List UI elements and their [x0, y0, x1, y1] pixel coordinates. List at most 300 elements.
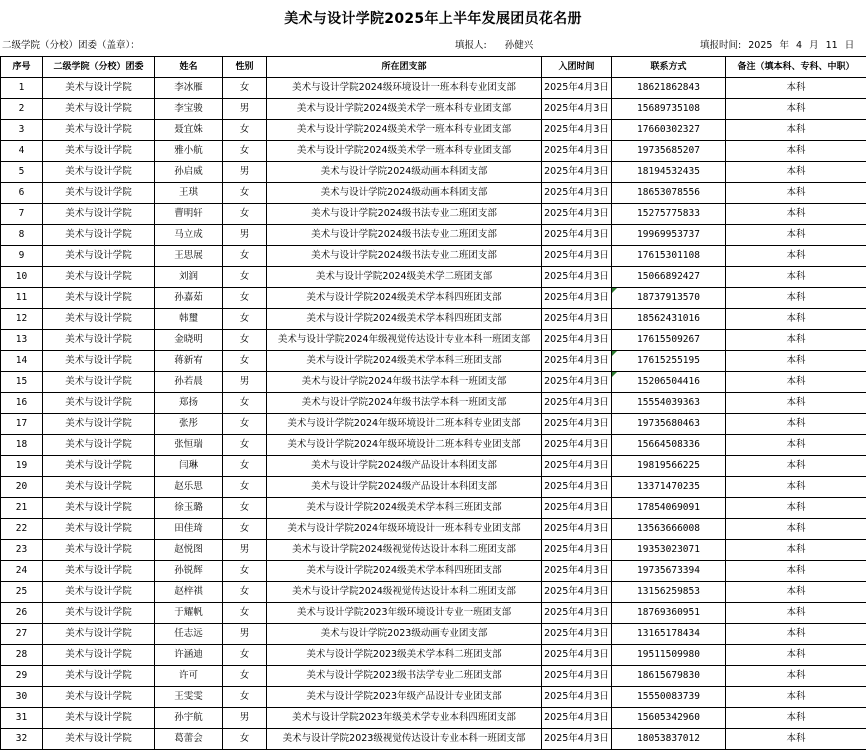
- cell-college: 美术与设计学院: [43, 204, 155, 225]
- cell-remark: 本科: [726, 666, 866, 687]
- cell-index: 5: [1, 162, 43, 183]
- cell-name: 赵悦图: [155, 540, 223, 561]
- cell-branch: 美术与设计学院2024级美术学本科三班团支部: [267, 498, 542, 519]
- table-row: [1, 708, 866, 729]
- cell-join-date: 2025年4月3日: [542, 708, 612, 729]
- cell-remark: 本科: [726, 687, 866, 708]
- month-label: 月: [809, 40, 819, 51]
- cell-college: 美术与设计学院: [43, 624, 155, 645]
- cell-join-date: 2025年4月3日: [542, 204, 612, 225]
- cell-index: 25: [1, 582, 43, 603]
- cell-phone: 18653078556: [612, 183, 726, 204]
- cell-branch: 美术与设计学院2024年级环境设计一班本科专业团支部: [267, 519, 542, 540]
- cell-branch: 美术与设计学院2023年级产品设计专业团支部: [267, 687, 542, 708]
- cell-remark: 本科: [726, 99, 866, 120]
- cell-college: 美术与设计学院: [43, 267, 155, 288]
- cell-branch: 美术与设计学院2024级美术学一班本科专业团支部: [267, 120, 542, 141]
- cell-remark: 本科: [726, 708, 866, 729]
- cell-join-date: 2025年4月3日: [542, 456, 612, 477]
- cell-phone: 15554039363: [612, 393, 726, 414]
- cell-index: 29: [1, 666, 43, 687]
- table-row: [1, 162, 866, 183]
- cell-branch: 美术与设计学院2024级美术学一班本科专业团支部: [267, 99, 542, 120]
- col-header: 备注（填本科、专科、中职）: [726, 57, 866, 78]
- table-row: [1, 372, 866, 393]
- cell-branch: 美术与设计学院2024级产品设计本科团支部: [267, 477, 542, 498]
- cell-phone: 13371470235: [612, 477, 726, 498]
- cell-college: 美术与设计学院: [43, 561, 155, 582]
- cell-gender: 男: [223, 99, 267, 120]
- cell-index: 11: [1, 288, 43, 309]
- cell-remark: 本科: [726, 162, 866, 183]
- table-row: [1, 603, 866, 624]
- cell-college: 美术与设计学院: [43, 582, 155, 603]
- cell-college: 美术与设计学院: [43, 414, 155, 435]
- cell-branch: 美术与设计学院2024级视觉传达设计本科二班团支部: [267, 582, 542, 603]
- table-row: [1, 309, 866, 330]
- cell-name: 葛蕾会: [155, 729, 223, 750]
- cell-index: 13: [1, 330, 43, 351]
- table-row: [1, 225, 866, 246]
- table-row: [1, 351, 866, 372]
- cell-remark: 本科: [726, 351, 866, 372]
- cell-gender: 女: [223, 729, 267, 750]
- cell-index: 10: [1, 267, 43, 288]
- cell-remark: 本科: [726, 540, 866, 561]
- cell-branch: 美术与设计学院2023级美术学本科二班团支部: [267, 645, 542, 666]
- date-month: 4: [796, 40, 802, 51]
- cell-join-date: 2025年4月3日: [542, 120, 612, 141]
- cell-college: 美术与设计学院: [43, 456, 155, 477]
- cell-gender: 男: [223, 225, 267, 246]
- cell-join-date: 2025年4月3日: [542, 225, 612, 246]
- cell-remark: 本科: [726, 456, 866, 477]
- cell-index: 16: [1, 393, 43, 414]
- table-row: [1, 456, 866, 477]
- cell-phone: 18562431016: [612, 309, 726, 330]
- cell-gender: 女: [223, 204, 267, 225]
- table-row: [1, 435, 866, 456]
- cell-college: 美术与设计学院: [43, 288, 155, 309]
- cell-index: 2: [1, 99, 43, 120]
- cell-college: 美术与设计学院: [43, 435, 155, 456]
- cell-index: 12: [1, 309, 43, 330]
- cell-name: 金晓明: [155, 330, 223, 351]
- cell-index: 14: [1, 351, 43, 372]
- cell-gender: 女: [223, 519, 267, 540]
- cell-index: 23: [1, 540, 43, 561]
- cell-name: 张彤: [155, 414, 223, 435]
- cell-index: 19: [1, 456, 43, 477]
- cell-phone: 19511509980: [612, 645, 726, 666]
- table-row: [1, 414, 866, 435]
- cell-index: 28: [1, 645, 43, 666]
- table-row: [1, 288, 866, 309]
- cell-college: 美术与设计学院: [43, 351, 155, 372]
- cell-name: 孙锐辉: [155, 561, 223, 582]
- cell-remark: 本科: [726, 330, 866, 351]
- cell-index: 32: [1, 729, 43, 750]
- col-header: 序号: [1, 57, 43, 78]
- cell-phone: 18053837012: [612, 729, 726, 750]
- cell-join-date: 2025年4月3日: [542, 309, 612, 330]
- cell-index: 17: [1, 414, 43, 435]
- cell-gender: 女: [223, 498, 267, 519]
- cell-college: 美术与设计学院: [43, 120, 155, 141]
- col-header: 姓名: [155, 57, 223, 78]
- cell-gender: 女: [223, 435, 267, 456]
- cell-branch: 美术与设计学院2024级产品设计本科团支部: [267, 456, 542, 477]
- cell-join-date: 2025年4月3日: [542, 603, 612, 624]
- cell-remark: 本科: [726, 183, 866, 204]
- cell-college: 美术与设计学院: [43, 141, 155, 162]
- cell-join-date: 2025年4月3日: [542, 624, 612, 645]
- cell-phone: 15206504416: [612, 372, 726, 393]
- cell-name: 王琪: [155, 183, 223, 204]
- year-label: 年: [779, 40, 789, 51]
- cell-gender: 女: [223, 246, 267, 267]
- cell-name: 于耀帆: [155, 603, 223, 624]
- cell-gender: 女: [223, 645, 267, 666]
- cell-phone: 13165178434: [612, 624, 726, 645]
- cell-index: 9: [1, 246, 43, 267]
- cell-college: 美术与设计学院: [43, 498, 155, 519]
- cell-name: 闫琳: [155, 456, 223, 477]
- cell-gender: 女: [223, 393, 267, 414]
- cell-gender: 男: [223, 162, 267, 183]
- cell-index: 20: [1, 477, 43, 498]
- unit-stamp-label: 二级学院（分校）团委（盖章）：: [2, 38, 140, 54]
- cell-gender: 女: [223, 477, 267, 498]
- cell-branch: 美术与设计学院2023级动画专业团支部: [267, 624, 542, 645]
- cell-branch: 美术与设计学院2024级美术学本科四班团支部: [267, 561, 542, 582]
- cell-index: 4: [1, 141, 43, 162]
- cell-phone: 17615509267: [612, 330, 726, 351]
- cell-join-date: 2025年4月3日: [542, 372, 612, 393]
- cell-branch: 美术与设计学院2024级书法专业二班团支部: [267, 246, 542, 267]
- cell-branch: 美术与设计学院2024年级环境设计二班本科专业团支部: [267, 414, 542, 435]
- cell-name: 马立成: [155, 225, 223, 246]
- cell-name: 王雯雯: [155, 687, 223, 708]
- cell-name: 孙若晨: [155, 372, 223, 393]
- cell-phone: 15066892427: [612, 267, 726, 288]
- cell-gender: 女: [223, 351, 267, 372]
- cell-name: 赵梓祺: [155, 582, 223, 603]
- cell-join-date: 2025年4月3日: [542, 519, 612, 540]
- cell-remark: 本科: [726, 393, 866, 414]
- table-row: [1, 729, 866, 750]
- cell-name: 许可: [155, 666, 223, 687]
- cell-phone: 19969953737: [612, 225, 726, 246]
- cell-gender: 女: [223, 687, 267, 708]
- cell-name: 蒋新宥: [155, 351, 223, 372]
- cell-phone: 15275775833: [612, 204, 726, 225]
- col-header: 联系方式: [612, 57, 726, 78]
- cell-join-date: 2025年4月3日: [542, 246, 612, 267]
- cell-branch: 美术与设计学院2024级书法专业二班团支部: [267, 204, 542, 225]
- cell-branch: 美术与设计学院2024级美术学本科三班团支部: [267, 351, 542, 372]
- cell-college: 美术与设计学院: [43, 540, 155, 561]
- date-label: 填报时间:: [700, 40, 741, 51]
- cell-college: 美术与设计学院: [43, 393, 155, 414]
- cell-phone: 19735680463: [612, 414, 726, 435]
- cell-gender: 女: [223, 309, 267, 330]
- header-row: [1, 57, 866, 78]
- cell-name: 王思展: [155, 246, 223, 267]
- cell-remark: 本科: [726, 267, 866, 288]
- cell-name: 张恒瑞: [155, 435, 223, 456]
- cell-gender: 女: [223, 603, 267, 624]
- cell-join-date: 2025年4月3日: [542, 729, 612, 750]
- cell-index: 27: [1, 624, 43, 645]
- cell-name: 任志远: [155, 624, 223, 645]
- cell-college: 美术与设计学院: [43, 645, 155, 666]
- table-row: [1, 582, 866, 603]
- cell-gender: 女: [223, 141, 267, 162]
- cell-join-date: 2025年4月3日: [542, 99, 612, 120]
- cell-remark: 本科: [726, 477, 866, 498]
- cell-join-date: 2025年4月3日: [542, 267, 612, 288]
- cell-college: 美术与设计学院: [43, 477, 155, 498]
- cell-join-date: 2025年4月3日: [542, 582, 612, 603]
- cell-college: 美术与设计学院: [43, 729, 155, 750]
- cell-branch: 美术与设计学院2024级环境设计一班本科专业团支部: [267, 78, 542, 99]
- cell-phone: 15605342960: [612, 708, 726, 729]
- cell-index: 24: [1, 561, 43, 582]
- cell-remark: 本科: [726, 624, 866, 645]
- table-row: [1, 141, 866, 162]
- cell-gender: 女: [223, 78, 267, 99]
- cell-join-date: 2025年4月3日: [542, 330, 612, 351]
- table-row: [1, 687, 866, 708]
- cell-branch: 美术与设计学院2024年级环境设计二班本科专业团支部: [267, 435, 542, 456]
- cell-remark: 本科: [726, 519, 866, 540]
- filler-label: 填报人:: [455, 40, 487, 51]
- table-row: [1, 204, 866, 225]
- table-row: [1, 78, 866, 99]
- cell-phone: 15689735108: [612, 99, 726, 120]
- cell-name: 孙启威: [155, 162, 223, 183]
- cell-gender: 男: [223, 540, 267, 561]
- table-row: [1, 666, 866, 687]
- cell-name: 雅小航: [155, 141, 223, 162]
- cell-phone: 17854069091: [612, 498, 726, 519]
- cell-remark: 本科: [726, 309, 866, 330]
- date-day: 11: [826, 40, 838, 51]
- cell-name: 刘润: [155, 267, 223, 288]
- cell-name: 田佳琦: [155, 519, 223, 540]
- table-row: [1, 645, 866, 666]
- table-row: [1, 624, 866, 645]
- cell-remark: 本科: [726, 729, 866, 750]
- table-row: [1, 120, 866, 141]
- cell-branch: 美术与设计学院2024级视觉传达设计本科二班团支部: [267, 540, 542, 561]
- cell-gender: 男: [223, 372, 267, 393]
- cell-remark: 本科: [726, 78, 866, 99]
- fill-date: [700, 38, 858, 54]
- cell-remark: 本科: [726, 435, 866, 456]
- cell-remark: 本科: [726, 561, 866, 582]
- cell-index: 1: [1, 78, 43, 99]
- cell-join-date: 2025年4月3日: [542, 540, 612, 561]
- cell-gender: 女: [223, 120, 267, 141]
- table-row: [1, 99, 866, 120]
- table-row: [1, 519, 866, 540]
- cell-name: 徐玉璐: [155, 498, 223, 519]
- cell-join-date: 2025年4月3日: [542, 666, 612, 687]
- cell-name: 韩璽: [155, 309, 223, 330]
- cell-phone: 17660302327: [612, 120, 726, 141]
- cell-join-date: 2025年4月3日: [542, 162, 612, 183]
- cell-college: 美术与设计学院: [43, 372, 155, 393]
- cell-gender: 男: [223, 624, 267, 645]
- cell-phone: 19819566225: [612, 456, 726, 477]
- cell-gender: 女: [223, 582, 267, 603]
- filler-name: 孙健兴: [505, 40, 534, 51]
- col-header: 性别: [223, 57, 267, 78]
- filler-info: [455, 38, 533, 54]
- cell-index: 26: [1, 603, 43, 624]
- cell-phone: 18769360951: [612, 603, 726, 624]
- cell-index: 18: [1, 435, 43, 456]
- cell-remark: 本科: [726, 372, 866, 393]
- cell-gender: 女: [223, 561, 267, 582]
- cell-name: 曹明轩: [155, 204, 223, 225]
- table-row: [1, 246, 866, 267]
- cell-college: 美术与设计学院: [43, 666, 155, 687]
- cell-join-date: 2025年4月3日: [542, 645, 612, 666]
- cell-college: 美术与设计学院: [43, 309, 155, 330]
- cell-branch: 美术与设计学院2023年级美术学专业本科四班团支部: [267, 708, 542, 729]
- cell-branch: 美术与设计学院2024年级书法学本科一班团支部: [267, 393, 542, 414]
- cell-join-date: 2025年4月3日: [542, 414, 612, 435]
- cell-index: 8: [1, 225, 43, 246]
- cell-college: 美术与设计学院: [43, 78, 155, 99]
- cell-gender: 女: [223, 330, 267, 351]
- cell-join-date: 2025年4月3日: [542, 561, 612, 582]
- cell-join-date: 2025年4月3日: [542, 351, 612, 372]
- cell-college: 美术与设计学院: [43, 162, 155, 183]
- cell-join-date: 2025年4月3日: [542, 183, 612, 204]
- cell-index: 31: [1, 708, 43, 729]
- cell-branch: 美术与设计学院2024级美术学本科四班团支部: [267, 309, 542, 330]
- cell-index: 30: [1, 687, 43, 708]
- cell-phone: 19735673394: [612, 561, 726, 582]
- col-header: 入团时间: [542, 57, 612, 78]
- cell-join-date: 2025年4月3日: [542, 78, 612, 99]
- cell-gender: 女: [223, 183, 267, 204]
- cell-remark: 本科: [726, 141, 866, 162]
- cell-index: 21: [1, 498, 43, 519]
- member-roster-table: [0, 56, 866, 750]
- cell-remark: 本科: [726, 246, 866, 267]
- cell-join-date: 2025年4月3日: [542, 477, 612, 498]
- col-header: 所在团支部: [267, 57, 542, 78]
- table-body: [1, 78, 866, 750]
- cell-name: 孙嘉茹: [155, 288, 223, 309]
- cell-branch: 美术与设计学院2023级书法学专业二班团支部: [267, 666, 542, 687]
- date-year: 2025: [748, 40, 772, 51]
- cell-join-date: 2025年4月3日: [542, 435, 612, 456]
- cell-college: 美术与设计学院: [43, 708, 155, 729]
- col-header: 二级学院（分校）团委: [43, 57, 155, 78]
- cell-phone: 19353023071: [612, 540, 726, 561]
- cell-phone: 18621862843: [612, 78, 726, 99]
- cell-name: 许涵迪: [155, 645, 223, 666]
- cell-index: 7: [1, 204, 43, 225]
- cell-name: 赵乐思: [155, 477, 223, 498]
- cell-phone: 18615679830: [612, 666, 726, 687]
- day-label: 日: [845, 40, 855, 51]
- cell-branch: 美术与设计学院2024级美术学本科四班团支部: [267, 288, 542, 309]
- table-row: [1, 183, 866, 204]
- cell-index: 22: [1, 519, 43, 540]
- cell-branch: 美术与设计学院2023年级环境设计专业一班团支部: [267, 603, 542, 624]
- cell-phone: 13156259853: [612, 582, 726, 603]
- cell-college: 美术与设计学院: [43, 225, 155, 246]
- table-row: [1, 393, 866, 414]
- table-row: [1, 498, 866, 519]
- cell-index: 3: [1, 120, 43, 141]
- cell-index: 15: [1, 372, 43, 393]
- cell-branch: 美术与设计学院2023级视觉传达设计专业本科一班团支部: [267, 729, 542, 750]
- cell-college: 美术与设计学院: [43, 519, 155, 540]
- cell-college: 美术与设计学院: [43, 603, 155, 624]
- cell-phone: 18194532435: [612, 162, 726, 183]
- cell-name: 孙宇航: [155, 708, 223, 729]
- page-title: 美术与设计学院2025年上半年发展团员花名册: [0, 6, 866, 32]
- cell-gender: 女: [223, 456, 267, 477]
- cell-gender: 男: [223, 708, 267, 729]
- cell-name: 聂宜姝: [155, 120, 223, 141]
- table-row: [1, 561, 866, 582]
- cell-index: 6: [1, 183, 43, 204]
- cell-join-date: 2025年4月3日: [542, 141, 612, 162]
- cell-college: 美术与设计学院: [43, 687, 155, 708]
- cell-gender: 女: [223, 666, 267, 687]
- cell-remark: 本科: [726, 582, 866, 603]
- cell-phone: 18737913570: [612, 288, 726, 309]
- cell-college: 美术与设计学院: [43, 99, 155, 120]
- cell-gender: 女: [223, 267, 267, 288]
- cell-name: 李冰雁: [155, 78, 223, 99]
- cell-college: 美术与设计学院: [43, 183, 155, 204]
- cell-remark: 本科: [726, 225, 866, 246]
- cell-branch: 美术与设计学院2024年级视觉传达设计专业本科一班团支部: [267, 330, 542, 351]
- cell-branch: 美术与设计学院2024级动画本科团支部: [267, 183, 542, 204]
- table-row: [1, 477, 866, 498]
- cell-remark: 本科: [726, 288, 866, 309]
- cell-join-date: 2025年4月3日: [542, 498, 612, 519]
- cell-branch: 美术与设计学院2024年级书法学本科一班团支部: [267, 372, 542, 393]
- cell-branch: 美术与设计学院2024级美术学一班本科专业团支部: [267, 141, 542, 162]
- cell-remark: 本科: [726, 498, 866, 519]
- cell-phone: 13563666008: [612, 519, 726, 540]
- cell-phone: 17615301108: [612, 246, 726, 267]
- cell-remark: 本科: [726, 603, 866, 624]
- cell-college: 美术与设计学院: [43, 246, 155, 267]
- cell-join-date: 2025年4月3日: [542, 288, 612, 309]
- cell-join-date: 2025年4月3日: [542, 393, 612, 414]
- cell-phone: 15550083739: [612, 687, 726, 708]
- cell-name: 郑扬: [155, 393, 223, 414]
- cell-remark: 本科: [726, 204, 866, 225]
- cell-name: 李宝骏: [155, 99, 223, 120]
- cell-remark: 本科: [726, 414, 866, 435]
- cell-remark: 本科: [726, 120, 866, 141]
- cell-gender: 女: [223, 288, 267, 309]
- cell-phone: 15664508336: [612, 435, 726, 456]
